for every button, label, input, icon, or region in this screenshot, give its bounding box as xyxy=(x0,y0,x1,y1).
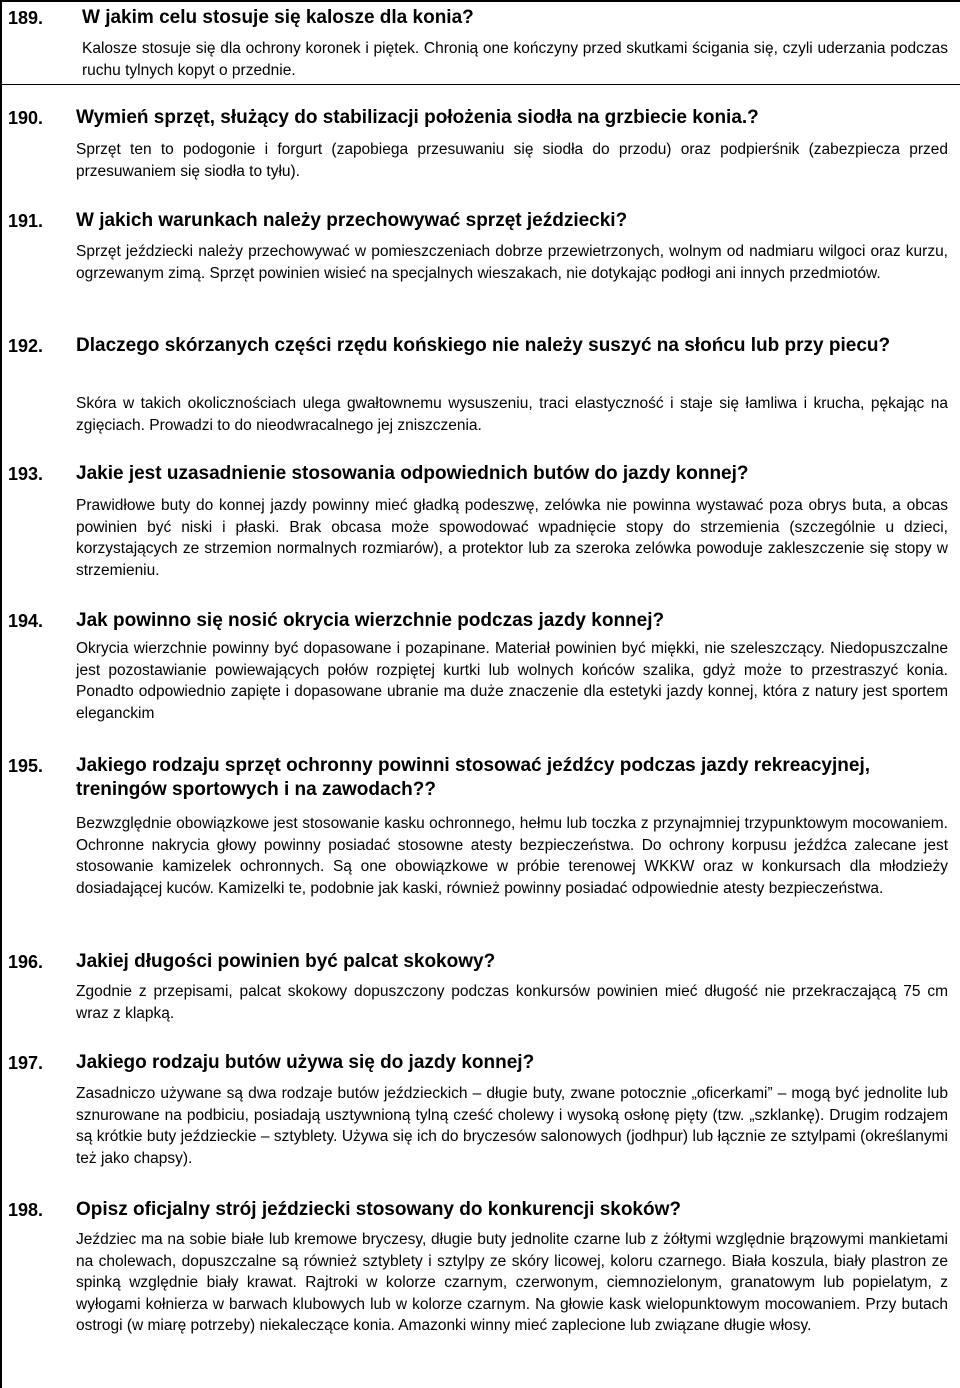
question-text: W jakich warunkach należy przechowywać sprzęt jeździecki? xyxy=(76,210,628,231)
page-border-top xyxy=(0,0,960,2)
item-number: 195. xyxy=(8,756,44,776)
question-text: Wymień sprzęt, służący do stabilizacji położenia siodła na grzbiecie konia.? xyxy=(76,107,759,128)
answer-text: Zgodnie z przepisami, palcat skokowy dopuszczony podczas konkursów powinien mieć długość nie przekraczającą 75 cm wraz z klapką. xyxy=(76,983,948,1022)
item-number: 192. xyxy=(8,336,44,356)
item-number: 193. xyxy=(8,464,44,484)
page-border-left xyxy=(0,0,2,1388)
question-text: Jakiego rodzaju sprzęt ochronny powinni stosować jeźdźcy podczas jazdy rekreacyjnej, treningów sportowych i na zawodach?? xyxy=(76,755,871,800)
item-number: 194. xyxy=(8,611,44,631)
item-number: 189. xyxy=(8,8,44,28)
item-number: 196. xyxy=(8,952,44,972)
item-number: 198. xyxy=(8,1200,44,1220)
question-text: W jakim celu stosuje się kalosze dla konia? xyxy=(82,7,474,28)
answer-text: Bezwzględnie obowiązkowe jest stosowanie kasku ochronnego, hełmu lub toczka z przynajmniej trzypunktowym mocowaniem. Ochronne nakrycia głowy powinny posiadać stosowne atesty bezpieczeństwa. Do ochrony korpusu jeźdźca zalecane jest stosowanie kamizelek ochronnych. Są one obowiązkowe w próbie terenowej WKKW oraz w konkursach dla młodzieży dosiadającej kuców. Kamizelki te, podobnie jak kaski, również powinny posiadać odpowiednie atesty bezpieczeństwa. xyxy=(76,815,948,897)
question-text: Jak powinno się nosić okrycia wierzchnie podczas jazdy konnej? xyxy=(76,610,665,631)
question-text: Dlaczego skórzanych części rzędu końskiego nie należy suszyć na słońcu lub przy piecu? xyxy=(76,335,891,356)
section-divider xyxy=(0,84,960,85)
question-text: Jakiego rodzaju butów używa się do jazdy konnej? xyxy=(76,1052,535,1073)
answer-text: Sprzęt ten to podogonie i forgurt (zapobiega przesuwaniu się siodła do przodu) oraz podpierśnik (zabezpiecza przed przesuwaniem się siodła to tyłu). xyxy=(76,141,948,180)
answer-text: Sprzęt jeździecki należy przechowywać w pomieszczeniach dobrze przewietrzonych, wolnym od nadmiaru wilgoci oraz kurzu, ogrzewanym zimą. Sprzęt powinien wisieć na specjalnych wieszakach, nie dotykając podłogi ani innych przedmiotów. xyxy=(76,243,948,282)
answer-text: Skóra w takich okolicznościach ulega gwałtownemu wysuszeniu, traci elastyczność i staje się łamliwa i krucha, pękając na zgięciach. Prowadzi to do nieodwracalnego jej zniszczenia. xyxy=(76,395,948,434)
answer-text: Prawidłowe buty do konnej jazdy powinny mieć gładką podeszwę, zelówka nie powinna wystawać poza obrys buta, a obcas powinien być niski i płaski. Brak obcasa może spowodować wpadnięcie stopy do strzemienia (szczególnie u dzieci, korzystających ze strzemion normalnych rozmiarów), a protektor lub za szeroka zelówka powoduje zakleszczenie się stopy w strzemieniu. xyxy=(76,497,948,579)
item-number: 190. xyxy=(8,108,44,128)
answer-text: Kalosze stosuje się dla ochrony koronek i piętek. Chronią one kończyny przed skutkami ścigania się, czyli uderzania podczas ruchu tylnych kopyt o przednie. xyxy=(82,40,948,79)
question-text: Opisz oficjalny strój jeździecki stosowany do konkurencji skoków? xyxy=(76,1199,681,1220)
answer-text: Jeździec ma na sobie białe lub kremowe bryczesy, długie buty jednolite czarne lub z żółtymi względnie brązowymi mankietami na cholewach, dopuszczalne są również sztyblety i sztylpy ze skóry licowej, koloru czarnego. Biała koszula, biały plastron ze spinką względnie biały krawat. Rajtroki w kolorze czarnym, czerwonym, ciemnozielonym, granatowym lub popielatym, z wyłogami kołnierza w barwach klubowych lub w kolorze czarnym. Na głowie kask wielopunktowym mocowaniem. Przy butach ostrogi (w miarę potrzeby) niekaleczące konia. Amazonki winny mieć zaplecione lub związane długie włosy. xyxy=(76,1231,948,1334)
item-number: 191. xyxy=(8,211,44,231)
question-text: Jakie jest uzasadnienie stosowania odpowiednich butów do jazdy konnej? xyxy=(76,463,749,484)
item-number: 197. xyxy=(8,1053,44,1073)
answer-text: Zasadniczo używane są dwa rodzaje butów jeździeckich – długie buty, zwane potocznie „oficerkami” – mogą być jednolite lub sznurowane na podbiciu, posiadają usztywnioną tylną cześć cholewy i wysoką osłonę pięty (tzw. „szklankę). Drugim rodzajem są krótkie buty jeździeckie – sztyblety. Używa się ich do bryczesów salonowych (jodhpur) lub łącznie ze sztylpami (określanymi też jako chapsy). xyxy=(76,1085,948,1167)
question-text: Jakiej długości powinien być palcat skokowy? xyxy=(76,951,496,972)
answer-text: Okrycia wierzchnie powinny być dopasowane i pozapinane. Materiał powinien być miękki, nie szeleszczący. Niedopuszczalne jest pozostawianie powiewających połów rozpiętej kurtki lub wolnych końców szalika, gdyż może to przestraszyć konia. Ponadto odpowiednio zapięte i dopasowane ubranie ma duże znaczenie dla estetyki jazdy konnej, która z natury jest sportem eleganckim xyxy=(76,640,948,722)
